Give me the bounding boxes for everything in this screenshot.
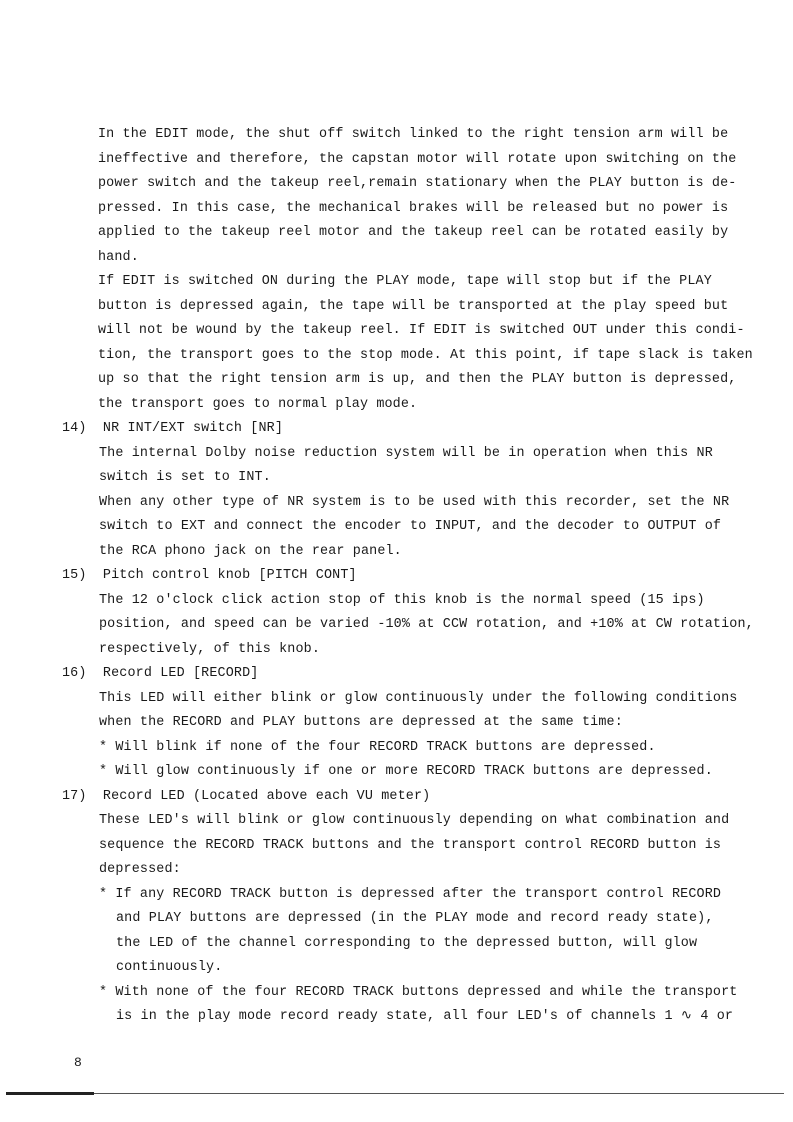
text-line: switch to EXT and connect the encoder to INPUT, and the decoder to OUTPUT of xyxy=(99,519,722,534)
text-line: when the RECORD and PLAY buttons are depressed at the same time: xyxy=(99,715,623,730)
text-line: The internal Dolby noise reduction system will be in operation when this NR xyxy=(99,446,713,461)
text-line: applied to the takeup reel motor and the takeup reel can be rotated easily by xyxy=(98,225,729,240)
text-line: sequence the RECORD TRACK buttons and the transport control RECORD button is xyxy=(99,838,722,853)
text-line: respectively, of this knob. xyxy=(99,642,321,657)
text-line: button is depressed again, the tape will be transported at the play speed but xyxy=(98,299,729,314)
bullet-item: * With none of the four RECORD TRACK buttons depressed and while the transport xyxy=(99,985,738,1000)
text-line: the transport goes to normal play mode. xyxy=(98,397,418,412)
text-line: is in the play mode record ready state, all four LED's of channels 1 ∿ 4 or xyxy=(116,1009,734,1024)
text-line: up so that the right tension arm is up, and then the PLAY button is depressed, xyxy=(98,372,737,387)
text-line: position, and speed can be varied -10% at CCW rotation, and +10% at CW rotation, xyxy=(99,617,754,632)
footer-rule xyxy=(94,1093,784,1094)
section-heading: 17) Record LED (Located above each VU meter) xyxy=(62,789,431,804)
text-line: tion, the transport goes to the stop mode. At this point, if tape slack is taken xyxy=(98,348,753,363)
text-line: These LED's will blink or glow continuously depending on what combination and xyxy=(99,813,730,828)
text-line: hand. xyxy=(98,250,139,265)
text-line: depressed: xyxy=(99,862,181,877)
text-line: continuously. xyxy=(116,960,223,975)
text-line: In the EDIT mode, the shut off switch linked to the right tension arm will be xyxy=(98,127,729,142)
bullet-item: * Will glow continuously if one or more RECORD TRACK buttons are depressed. xyxy=(99,764,713,779)
text-line: will not be wound by the takeup reel. If EDIT is switched OUT under this condi- xyxy=(98,323,745,338)
text-line: the RCA phono jack on the rear panel. xyxy=(99,544,402,559)
text-line: the LED of the channel corresponding to the depressed button, will glow xyxy=(116,936,698,951)
text-line: This LED will either blink or glow continuously under the following conditions xyxy=(99,691,738,706)
bullet-item: * If any RECORD TRACK button is depressed after the transport control RECORD xyxy=(99,887,722,902)
section-heading: 14) NR INT/EXT switch [NR] xyxy=(62,421,284,436)
section-heading: 16) Record LED [RECORD] xyxy=(62,666,259,681)
text-line: pressed. In this case, the mechanical brakes will be released but no power is xyxy=(98,201,729,216)
text-line: power switch and the takeup reel,remain stationary when the PLAY button is de- xyxy=(98,176,737,191)
bullet-item: * Will blink if none of the four RECORD TRACK buttons are depressed. xyxy=(99,740,656,755)
text-line: When any other type of NR system is to be used with this recorder, set the NR xyxy=(99,495,730,510)
footer-rule-left xyxy=(6,1092,94,1095)
text-line: ineffective and therefore, the capstan motor will rotate upon switching on the xyxy=(98,152,737,167)
text-line: If EDIT is switched ON during the PLAY mode, tape will stop but if the PLAY xyxy=(98,274,712,289)
page-number: 8 xyxy=(74,1055,82,1070)
text-line: and PLAY buttons are depressed (in the PLAY mode and record ready state), xyxy=(116,911,714,926)
text-line: The 12 o'clock click action stop of this knob is the normal speed (15 ips) xyxy=(99,593,705,608)
text-line: switch is set to INT. xyxy=(99,470,271,485)
section-heading: 15) Pitch control knob [PITCH CONT] xyxy=(62,568,357,583)
